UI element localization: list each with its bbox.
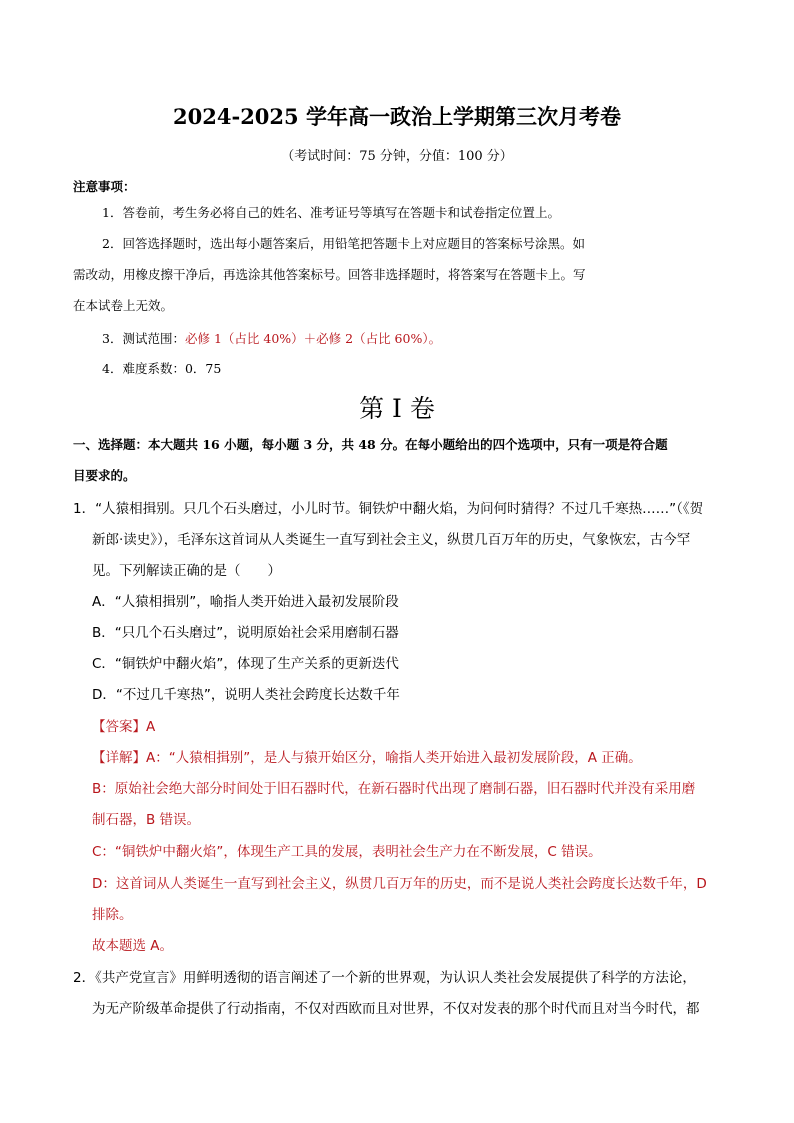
q1-option-a: A．“人猿相揖别”，喻指人类开始进入最初发展阶段 (92, 594, 399, 610)
q1-detail-b-cont: 制石器，B 错误。 (92, 812, 201, 828)
q1-stem-line1: 1．“人猿相揖别。只几个石头磨过，小儿时节。铜铁炉中翻火焰，为问何时猜得？不过几千寒热……”（《贺 (73, 501, 704, 517)
q1-option-c: C．“铜铁炉中翻火焰”，体现了生产关系的更新迭代 (92, 656, 399, 672)
exam-title: 2024-2025 学年高一政治上学期第三次月考卷 (173, 104, 621, 129)
q1-detail-c: C：“铜铁炉中翻火焰”，体现生产工具的发展，表明社会生产力在不断发展，C 错误。 (92, 844, 602, 860)
q1-option-d: D．“不过几千寒热”，说明人类社会跨度长达数千年 (92, 687, 400, 703)
q1-answer: 【答案】A (92, 719, 156, 735)
notice-item-3-label: 3．测试范围： (102, 331, 185, 346)
notice-item-3-range: 必修 1（占比 40%）＋必修 2（占比 60%）。 (184, 331, 442, 346)
notice-item-2: 2．回答选择题时，选出每小题答案后，用铅笔把答题卡上对应题目的答案标号涂黑。如 (102, 236, 585, 251)
part-title: 第 I 卷 (359, 394, 435, 423)
notice-item-3 (102, 324, 441, 354)
q2-stem-line2: 为无产阶级革命提供了行动指南，不仅对西欧而且对世界，不仅对发表的那个时代而且对当今时代，都 (92, 1001, 700, 1017)
section-heading (73, 429, 733, 491)
q1-detail-d-cont: 排除。 (92, 907, 133, 923)
q1-detail-d: D：这首词从人类诞生一直写到社会主义，纵贯几百万年的历史，而不是说人类社会跨度长达数千年，D (92, 876, 707, 892)
q1-option-b: B．“只几个石头磨过”，说明原始社会采用磨制石器 (92, 625, 399, 641)
notice-heading: 注意事项： (73, 179, 136, 194)
q1-stem-line2: 新郎·读史》），毛泽东这首词从人类诞生一直写到社会主义，纵贯几百万年的历史，气象恢宏，古今罕 (92, 532, 691, 548)
exam-subtitle: （考试时间：75 分钟，分值：100 分） (281, 149, 513, 164)
section-heading-line2: 目要求的。 (73, 468, 136, 483)
notice-item-2-end: 在本试卷上无效。 (73, 298, 174, 313)
q1-stem-line3: 见。下列解读正确的是（ ） (92, 563, 281, 579)
notice-item-1: 1．答卷前，考生务必将自己的姓名、准考证号等填写在答题卡和试卷指定位置上。 (102, 205, 560, 220)
notice-item-2-cont: 需改动，用橡皮擦干净后，再选涂其他答案标号。回答非选择题时，将答案写在答题卡上。写 (73, 267, 586, 282)
section-heading-line1: 一、选择题：本大题共 16 小题，每小题 3 分，共 48 分。在每小题给出的四个选项中，只有一项是符合题 (73, 437, 668, 452)
q1-detail-a: 【详解】A：“人猿相揖别”，是人与猿开始区分，喻指人类开始进入最初发展阶段，A 正确。 (92, 750, 642, 766)
q1-conclusion: 故本题选 A。 (92, 938, 174, 954)
notice-item-4: 4．难度系数：0．75 (102, 361, 222, 376)
q1-detail-b: B：原始社会绝大部分时间处于旧石器时代，在新石器时代出现了磨制石器，旧石器时代并没有采用磨 (92, 781, 696, 797)
q2-stem-line1: 2．《共产党宣言》用鲜明透彻的语言阐述了一个新的世界观，为认识人类社会发展提供了科学的方法论， (73, 970, 696, 986)
